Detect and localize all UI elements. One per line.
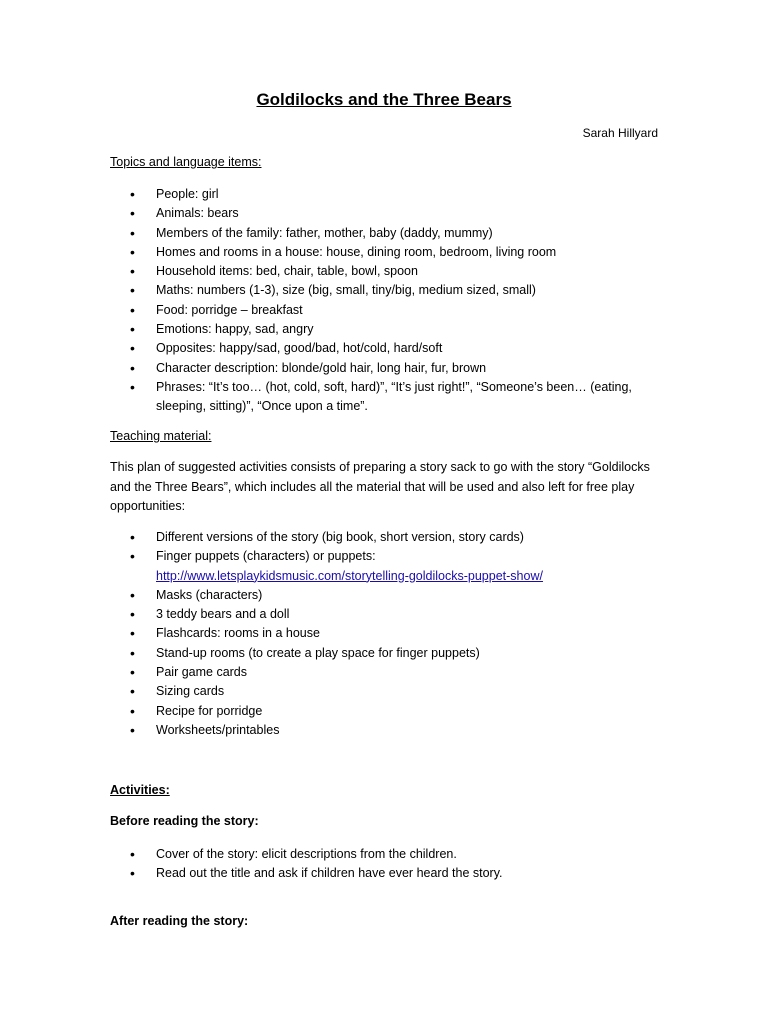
topics-list: [110, 185, 670, 417]
list-item: • Stand-up rooms (to create a play space for finger puppets): [110, 644, 670, 663]
topics-heading: Topics and language items:: [110, 155, 262, 169]
list-item: • Flashcards: rooms in a house: [110, 624, 670, 643]
list-item: • Homes and rooms in a house: house, dining room, bedroom, living room: [110, 243, 670, 262]
list-item: • Pair game cards: [110, 663, 670, 682]
list-item: • Household items: bed, chair, table, bowl, spoon: [110, 262, 670, 281]
list-item: • Members of the family: father, mother, baby (daddy, mummy): [110, 224, 670, 243]
teaching-material-heading: Teaching material:: [110, 429, 212, 443]
list-item: • Recipe for porridge: [110, 702, 670, 721]
list-item: • Worksheets/printables: [110, 721, 670, 740]
list-item: • Cover of the story: elicit descriptions from the children.: [110, 845, 670, 864]
list-item: • 3 teddy bears and a doll: [110, 605, 670, 624]
teaching-intro-paragraph: This plan of suggested activities consists of preparing a story sack to go with the story “Goldilocks and the Three Bears”, which includes all the material that will be used and also left for free play opportunities:: [110, 460, 650, 513]
list-item: • Maths: numbers (1-3), size (big, small, tiny/big, medium sized, small): [110, 281, 670, 300]
list-item: • People: girl: [110, 185, 670, 204]
list-item: • Opposites: happy/sad, good/bad, hot/cold, hard/soft: [110, 339, 670, 358]
list-item: • Character description: blonde/gold hair, long hair, fur, brown: [110, 359, 670, 378]
list-item: • Food: porridge – breakfast: [110, 301, 670, 320]
document-author: Sarah Hillyard: [582, 126, 658, 140]
list-item: • Read out the title and ask if children have ever heard the story.: [110, 864, 670, 883]
list-item: • Animals: bears: [110, 204, 670, 223]
before-reading-heading: Before reading the story:: [110, 814, 259, 828]
list-item: • Different versions of the story (big book, short version, story cards): [110, 528, 670, 547]
list-item: • Emotions: happy, sad, angry: [110, 320, 670, 339]
list-item: [110, 547, 670, 586]
document-title: Goldilocks and the Three Bears: [256, 90, 512, 109]
before-reading-list: [110, 845, 670, 884]
activities-heading: Activities:: [110, 783, 170, 797]
puppet-show-link[interactable]: http://www.letsplaykidsmusic.com/storytelling-goldilocks-puppet-show/: [156, 568, 543, 583]
list-item-label: Finger puppets (characters) or puppets:: [156, 549, 376, 564]
after-reading-heading: After reading the story:: [110, 914, 249, 928]
list-item: • Sizing cards: [110, 682, 670, 701]
list-item: • Masks (characters): [110, 586, 670, 605]
list-item: • Phrases: “It’s too… (hot, cold, soft, hard)”, “It’s just right!”, “Someone’s been… (eating, sleeping, sitting)”, “Once upon a time”.: [110, 378, 670, 417]
materials-list: [110, 528, 670, 740]
